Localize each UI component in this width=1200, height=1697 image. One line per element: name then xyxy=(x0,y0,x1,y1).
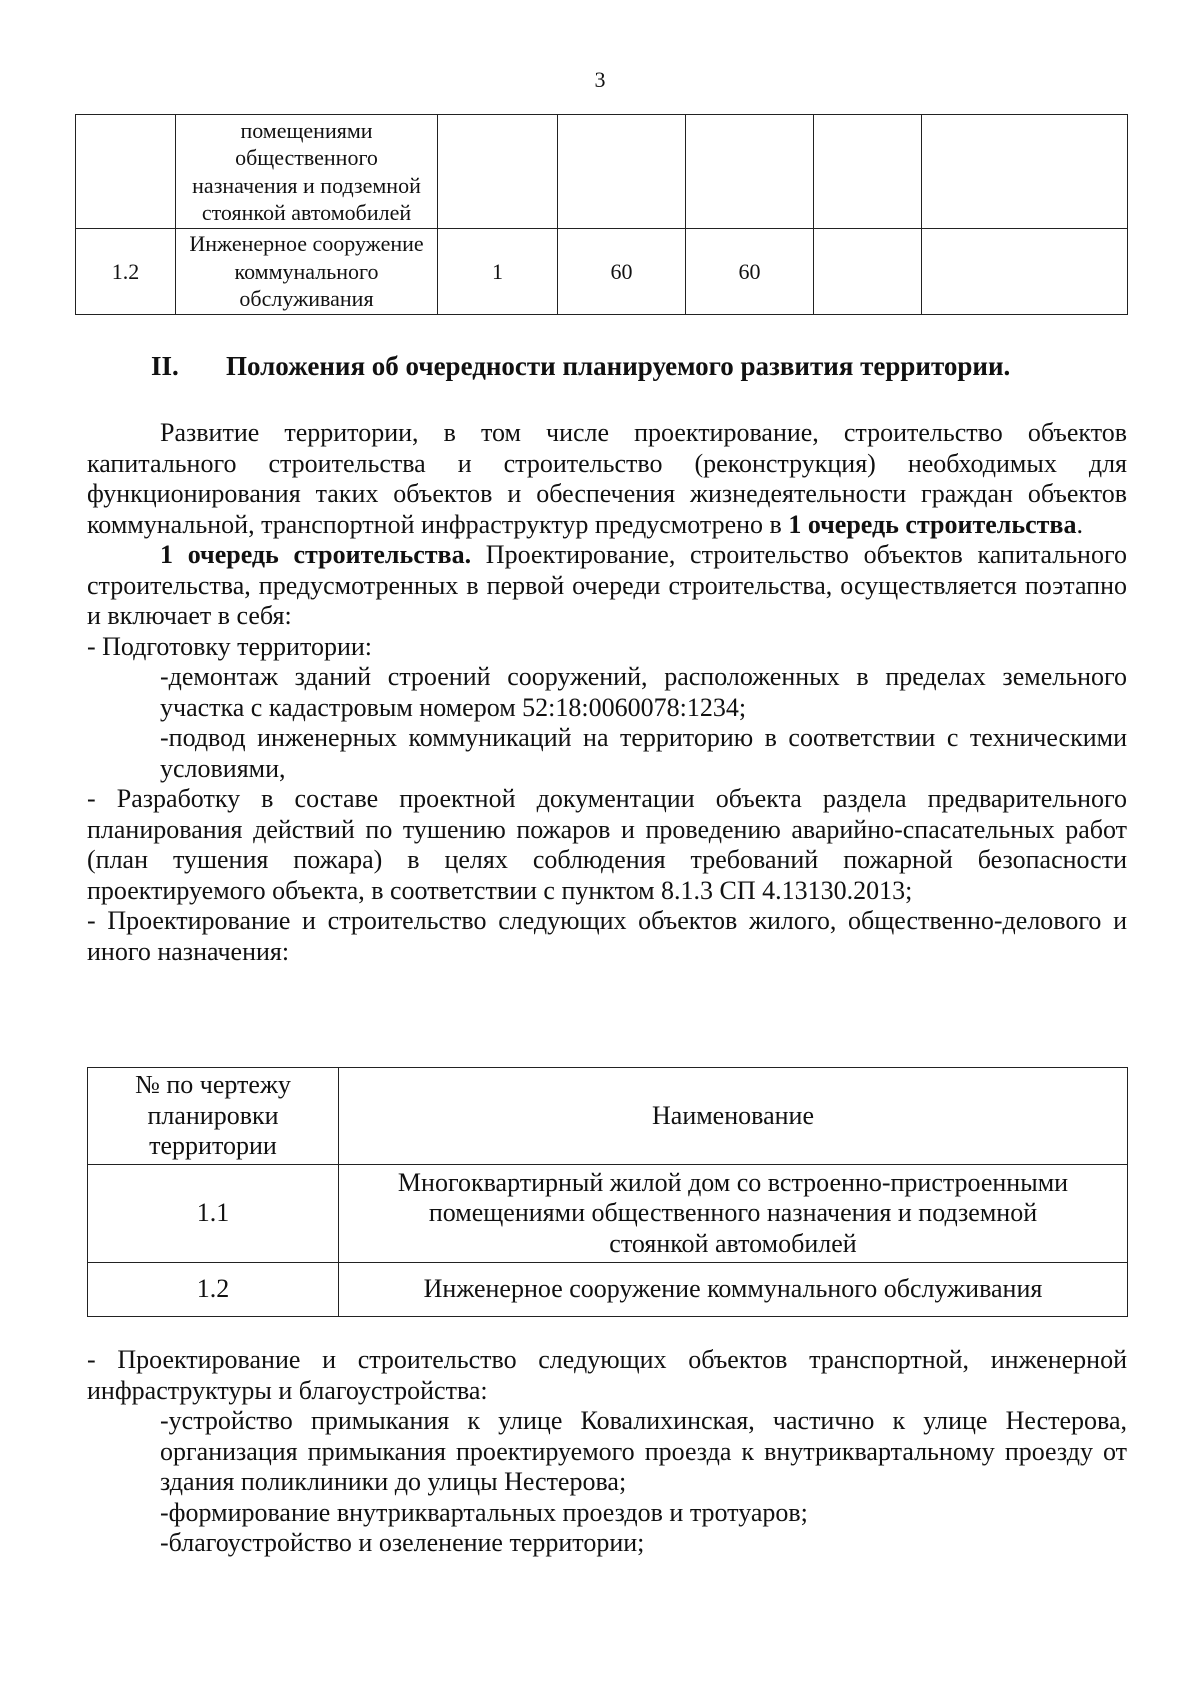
body-text-block-2 xyxy=(87,1345,1127,1559)
sub-item-utilities: -подвод инженерных коммуникаций на территорию в соответствии с техническими условиями, xyxy=(160,723,1127,783)
header-cell-name: Наименование xyxy=(339,1068,1128,1165)
table-row xyxy=(88,1165,1128,1263)
name-line: Многоквартирный жилой дом со встроенно-пристроенными xyxy=(397,1167,1069,1197)
paragraph-end: . xyxy=(1076,509,1083,539)
table-cell-name xyxy=(339,1263,1128,1317)
paragraph-bold: 1 очередь строительства. xyxy=(160,540,472,569)
page-number: 3 xyxy=(594,67,606,92)
objects-table xyxy=(87,1067,1128,1317)
table-cell xyxy=(438,115,558,229)
table-row xyxy=(88,1263,1128,1317)
list-item-fire-plan: - Разработку в составе проектной документации объекта раздела предварительного планирования действий по тушению пожаров и проведению аварийно-спасательных работ (план тушения пожара) в целях соблюдения требований пожарной безопасности проектируемого объекта, в соответствии с пунктом 8.1.3 СП 4.13130.2013; xyxy=(87,784,1127,905)
section-title: Положения об очередности планируемого развития территории. xyxy=(226,351,1011,381)
table-row xyxy=(76,229,1128,315)
list-item-design: - Проектирование и строительство следующих объектов жилого, общественно-делового и иного назначения: xyxy=(87,906,1127,966)
list-item-infrastructure: - Проектирование и строительство следующих объектов транспортной, инженерной инфраструктуры и благоустройства: xyxy=(87,1345,1127,1405)
name-line: помещениями xyxy=(240,117,373,143)
table-cell xyxy=(814,229,922,315)
sub-item-junction: -устройство примыкания к улице Ковалихинская, частично к улице Нестерова, организация примыкания проектируемого проезда к внутриквартальному проезду от здания поликлиники до улицы Нестерова; xyxy=(160,1406,1127,1496)
table-cell: 60 xyxy=(558,229,686,315)
table-cell-num: 1.1 xyxy=(88,1165,339,1263)
table-cell-name xyxy=(176,229,438,315)
header-line: № по чертежу xyxy=(135,1070,291,1100)
objects-table-continuation xyxy=(75,114,1128,315)
name-line: Инженерное сооружение коммунального обслуживания xyxy=(423,1274,1043,1304)
sub-item-demolition: -демонтаж зданий строений сооружений, расположенных в пределах земельного участка с кадастровым номером 52:18:0060078:1234; xyxy=(160,662,1127,722)
table-cell-name xyxy=(339,1165,1128,1263)
table-cell-name xyxy=(176,115,438,229)
name-line: коммунального xyxy=(234,258,379,284)
body-text-block xyxy=(87,418,1127,967)
name-line: общественного xyxy=(235,145,378,170)
table-cell xyxy=(558,115,686,229)
table-cell xyxy=(922,229,1128,315)
name-line: стоянкой автомобилей xyxy=(201,200,412,225)
table-cell xyxy=(814,115,922,229)
table-row xyxy=(76,115,1128,229)
table-header-row xyxy=(88,1068,1128,1165)
list-item-preparation: - Подготовку территории: xyxy=(87,631,373,661)
paragraph-text: Проектирование, строительство объектов капитального строительства, предусмотренных в первой очереди строительства, осуществляется поэтапно и включает в себя: xyxy=(87,540,1127,630)
paragraph-first-stage xyxy=(87,540,1127,632)
table-cell-num: 1.2 xyxy=(88,1263,339,1317)
table-cell-num xyxy=(76,115,176,229)
header-line: территории xyxy=(149,1131,277,1161)
table-cell: 1 xyxy=(438,229,558,315)
section-number: II. xyxy=(151,351,179,381)
name-line: помещениями общественного назначения и подземной xyxy=(428,1198,1038,1228)
sub-item-landscaping: -благоустройство и озеленение территории; xyxy=(160,1528,645,1557)
header-cell-num xyxy=(88,1068,339,1165)
name-line: обслуживания xyxy=(239,286,374,312)
table-cell-num: 1.2 xyxy=(76,229,176,315)
paragraph-development xyxy=(87,418,1127,540)
paragraph-text: Развитие территории, в том числе проектирование, строительство объектов капитального строительства и строительство (реконструкция) необходимых для функционирования таких объектов и обеспечения жизнедеятельности граждан объектов коммунальной, транспортной инфраструктур предусмотрено в xyxy=(87,418,1127,539)
table-cell: 60 xyxy=(686,229,814,315)
table-cell xyxy=(686,115,814,229)
paragraph-bold: 1 очередь строительства xyxy=(788,509,1077,539)
table-cell xyxy=(922,115,1128,229)
name-line: назначения и подземной xyxy=(192,172,421,198)
name-line: Инженерное сооружение xyxy=(189,231,424,257)
name-line: стоянкой автомобилей xyxy=(609,1228,857,1258)
header-line: планировки xyxy=(147,1100,279,1130)
sub-item-driveways: -формирование внутриквартальных проездов и тротуаров; xyxy=(160,1497,808,1527)
